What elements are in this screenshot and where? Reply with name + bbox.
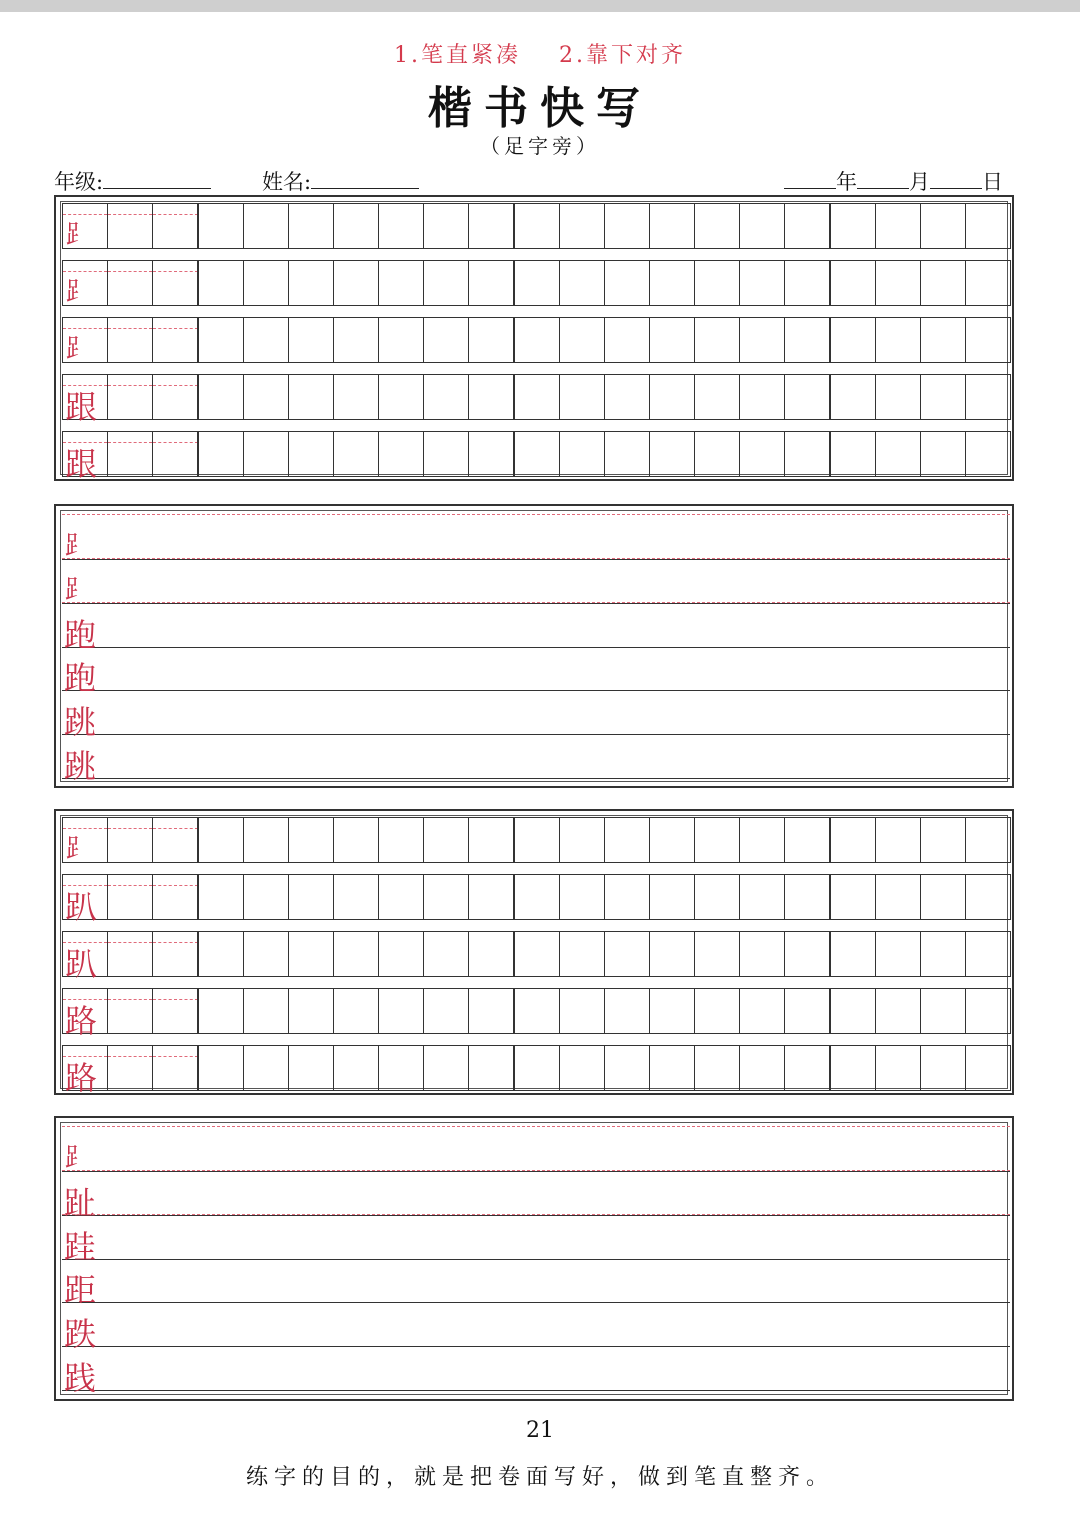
practice-cell[interactable]: [107, 874, 153, 920]
practice-cell[interactable]: [604, 817, 650, 863]
practice-cell[interactable]: [784, 1045, 830, 1091]
practice-cell[interactable]: [920, 203, 966, 249]
date-field[interactable]: [784, 166, 1003, 196]
grid-row: [62, 317, 1010, 363]
model-character: 跬: [64, 1228, 97, 1266]
grid-row: [62, 988, 1010, 1040]
practice-cell[interactable]: [513, 874, 559, 920]
practice-cell[interactable]: [197, 817, 243, 863]
practice-cell[interactable]: [739, 374, 785, 420]
practice-cell[interactable]: [694, 817, 740, 863]
practice-cell[interactable]: [333, 374, 379, 420]
practice-cell[interactable]: [513, 431, 559, 477]
practice-cell[interactable]: [288, 317, 334, 363]
practice-cell[interactable]: [875, 1045, 921, 1091]
grid-row: [62, 374, 1010, 426]
practice-cell[interactable]: [243, 817, 289, 863]
practice-cell[interactable]: [604, 203, 650, 249]
practice-cell[interactable]: [875, 317, 921, 363]
practice-cell[interactable]: [378, 988, 424, 1034]
practice-cell[interactable]: [829, 931, 875, 977]
practice-cell[interactable]: [920, 988, 966, 1034]
model-cell: [62, 988, 108, 1040]
writing-tips: [0, 38, 1080, 69]
lined-section-2: [54, 1116, 1014, 1401]
practice-cell[interactable]: [965, 260, 1011, 306]
practice-cell[interactable]: [920, 874, 966, 920]
grid-row: [62, 874, 1010, 926]
writing-line[interactable]: [62, 1346, 1010, 1397]
practice-cell[interactable]: [152, 931, 198, 977]
practice-cell[interactable]: [694, 260, 740, 306]
practice-cell[interactable]: [197, 931, 243, 977]
practice-cell[interactable]: [604, 260, 650, 306]
practice-cell[interactable]: [468, 1045, 514, 1091]
grid-row: [62, 260, 1010, 306]
practice-cell[interactable]: [784, 988, 830, 1034]
practice-cell[interactable]: [604, 874, 650, 920]
practice-cell[interactable]: [152, 1045, 198, 1091]
practice-cell[interactable]: [513, 988, 559, 1034]
practice-cell[interactable]: [288, 874, 334, 920]
model-cell: [62, 874, 108, 926]
practice-cell[interactable]: [559, 260, 605, 306]
practice-cell[interactable]: [423, 203, 469, 249]
practice-cell[interactable]: [243, 431, 289, 477]
practice-cell[interactable]: [649, 317, 695, 363]
practice-cell[interactable]: [197, 374, 243, 420]
practice-cell[interactable]: [152, 317, 198, 363]
practice-cell[interactable]: [559, 874, 605, 920]
practice-cell[interactable]: [197, 260, 243, 306]
model-cell: [62, 1045, 108, 1097]
model-character: 路: [65, 1002, 98, 1040]
practice-cell[interactable]: [197, 1045, 243, 1091]
practice-cell[interactable]: [288, 1045, 334, 1091]
model-cell: [62, 931, 108, 983]
practice-cell[interactable]: [288, 203, 334, 249]
practice-cell[interactable]: [152, 874, 198, 920]
model-character: 趴: [65, 888, 98, 926]
model-cell: [62, 374, 108, 426]
practice-cell[interactable]: [829, 374, 875, 420]
practice-cell[interactable]: [288, 988, 334, 1034]
practice-cell[interactable]: [378, 317, 424, 363]
writing-line[interactable]: [62, 514, 1010, 560]
practice-cell[interactable]: [739, 988, 785, 1034]
practice-cell[interactable]: [829, 1045, 875, 1091]
practice-cell[interactable]: [920, 374, 966, 420]
practice-cell[interactable]: [243, 374, 289, 420]
page-subtitle: （足字旁）: [480, 134, 600, 158]
practice-cell[interactable]: [920, 431, 966, 477]
practice-cell[interactable]: [243, 260, 289, 306]
practice-cell[interactable]: [197, 203, 243, 249]
practice-cell[interactable]: [243, 874, 289, 920]
practice-cell[interactable]: [468, 374, 514, 420]
practice-cell[interactable]: [784, 203, 830, 249]
practice-cell[interactable]: [604, 931, 650, 977]
model-character: 趴: [65, 945, 98, 983]
practice-cell[interactable]: [152, 431, 198, 477]
grade-label: 年级:: [54, 170, 104, 194]
top-border: [0, 0, 1080, 12]
grid-row: [62, 1045, 1010, 1097]
practice-cell[interactable]: [468, 988, 514, 1034]
practice-cell[interactable]: [604, 988, 650, 1034]
practice-cell[interactable]: [288, 260, 334, 306]
practice-cell[interactable]: [243, 988, 289, 1034]
writing-line[interactable]: [62, 602, 1010, 654]
practice-cell[interactable]: [423, 817, 469, 863]
writing-line[interactable]: [62, 1126, 1010, 1172]
practice-cell[interactable]: [875, 988, 921, 1034]
grade-field[interactable]: [54, 166, 211, 196]
practice-cell[interactable]: [920, 260, 966, 306]
month-label: 月: [909, 170, 930, 194]
grid-row: [62, 931, 1010, 983]
practice-cell[interactable]: [333, 931, 379, 977]
practice-cell[interactable]: [694, 874, 740, 920]
practice-cell[interactable]: [107, 431, 153, 477]
practice-cell[interactable]: [649, 988, 695, 1034]
tip-2: 2.靠下对齐: [559, 43, 686, 68]
practice-cell[interactable]: [604, 374, 650, 420]
practice-cell[interactable]: [829, 260, 875, 306]
practice-cell[interactable]: [965, 988, 1011, 1034]
practice-cell[interactable]: [694, 374, 740, 420]
practice-cell[interactable]: [378, 931, 424, 977]
grid-row: [62, 203, 1010, 249]
model-cell: [62, 203, 108, 249]
practice-cell[interactable]: [965, 874, 1011, 920]
practice-cell[interactable]: [965, 431, 1011, 477]
model-character: ⻊: [65, 834, 92, 864]
page-title: 楷书快写: [428, 83, 652, 134]
practice-cell[interactable]: [829, 988, 875, 1034]
practice-cell[interactable]: [784, 374, 830, 420]
model-character: ⻊: [65, 334, 92, 364]
grid-row: [62, 817, 1010, 863]
practice-cell[interactable]: [739, 260, 785, 306]
practice-cell[interactable]: [559, 817, 605, 863]
practice-cell[interactable]: [107, 1045, 153, 1091]
practice-cell[interactable]: [423, 374, 469, 420]
writing-line[interactable]: [62, 1170, 1010, 1222]
writing-line[interactable]: [62, 646, 1010, 697]
practice-cell[interactable]: [649, 374, 695, 420]
practice-cell[interactable]: [423, 931, 469, 977]
practice-cell[interactable]: [649, 431, 695, 477]
practice-cell[interactable]: [739, 817, 785, 863]
practice-cell[interactable]: [965, 317, 1011, 363]
model-character: 跑: [64, 616, 97, 654]
practice-cell[interactable]: [288, 931, 334, 977]
practice-cell[interactable]: [378, 374, 424, 420]
month-blank[interactable]: [857, 170, 909, 189]
lined-section-1: [54, 504, 1014, 788]
model-character: 趾: [64, 1184, 97, 1222]
day-label: 日: [982, 170, 1003, 194]
practice-cell[interactable]: [288, 374, 334, 420]
tip-1: 1.笔直紧凑: [394, 43, 521, 68]
model-cell: [62, 260, 108, 306]
practice-cell[interactable]: [559, 317, 605, 363]
practice-cell[interactable]: [739, 317, 785, 363]
practice-cell[interactable]: [423, 260, 469, 306]
writing-line[interactable]: [62, 558, 1010, 604]
model-character: 路: [65, 1059, 98, 1097]
practice-cell[interactable]: [378, 431, 424, 477]
practice-cell[interactable]: [875, 260, 921, 306]
model-character: 跟: [65, 445, 98, 483]
name-blank[interactable]: [311, 170, 419, 189]
year-blank[interactable]: [784, 170, 836, 189]
grade-blank[interactable]: [103, 170, 211, 189]
practice-cell[interactable]: [965, 817, 1011, 863]
practice-cell[interactable]: [694, 988, 740, 1034]
practice-cell[interactable]: [649, 874, 695, 920]
practice-cell[interactable]: [468, 874, 514, 920]
practice-cell[interactable]: [920, 317, 966, 363]
practice-cell[interactable]: [423, 874, 469, 920]
practice-cell[interactable]: [197, 317, 243, 363]
practice-cell[interactable]: [468, 317, 514, 363]
practice-cell[interactable]: [784, 260, 830, 306]
practice-cell[interactable]: [513, 931, 559, 977]
practice-cell[interactable]: [513, 817, 559, 863]
model-character: 跌: [64, 1315, 97, 1353]
practice-cell[interactable]: [513, 260, 559, 306]
practice-cell[interactable]: [604, 431, 650, 477]
practice-cell[interactable]: [243, 931, 289, 977]
practice-cell[interactable]: [243, 1045, 289, 1091]
model-cell: [62, 817, 108, 863]
practice-cell[interactable]: [152, 817, 198, 863]
practice-cell[interactable]: [423, 1045, 469, 1091]
practice-cell[interactable]: [784, 931, 830, 977]
practice-cell[interactable]: [559, 931, 605, 977]
practice-cell[interactable]: [739, 874, 785, 920]
practice-cell[interactable]: [965, 374, 1011, 420]
practice-cell[interactable]: [378, 874, 424, 920]
practice-cell[interactable]: [378, 817, 424, 863]
practice-cell[interactable]: [649, 203, 695, 249]
practice-cell[interactable]: [559, 431, 605, 477]
practice-cell[interactable]: [965, 203, 1011, 249]
practice-cell[interactable]: [694, 1045, 740, 1091]
practice-cell[interactable]: [423, 431, 469, 477]
year-label: 年: [836, 170, 857, 194]
practice-cell[interactable]: [152, 260, 198, 306]
practice-cell[interactable]: [875, 374, 921, 420]
practice-cell[interactable]: [920, 817, 966, 863]
grid-section-1: [54, 195, 1014, 481]
practice-cell[interactable]: [197, 874, 243, 920]
model-character: 跑: [64, 659, 97, 697]
practice-cell[interactable]: [152, 988, 198, 1034]
writing-line[interactable]: [62, 1258, 1010, 1309]
practice-cell[interactable]: [784, 817, 830, 863]
practice-cell[interactable]: [333, 431, 379, 477]
practice-cell[interactable]: [333, 1045, 379, 1091]
practice-cell[interactable]: [829, 874, 875, 920]
practice-cell[interactable]: [468, 431, 514, 477]
practice-cell[interactable]: [920, 931, 966, 977]
practice-cell[interactable]: [739, 203, 785, 249]
practice-cell[interactable]: [694, 931, 740, 977]
practice-cell[interactable]: [288, 817, 334, 863]
practice-cell[interactable]: [107, 817, 153, 863]
practice-cell[interactable]: [559, 1045, 605, 1091]
model-character: ⻊: [64, 575, 91, 605]
model-cell: [62, 317, 108, 363]
practice-cell[interactable]: [107, 374, 153, 420]
practice-cell[interactable]: [829, 203, 875, 249]
practice-cell[interactable]: [739, 931, 785, 977]
practice-cell[interactable]: [784, 317, 830, 363]
practice-cell[interactable]: [875, 817, 921, 863]
practice-cell[interactable]: [243, 317, 289, 363]
practice-cell[interactable]: [107, 988, 153, 1034]
practice-cell[interactable]: [559, 988, 605, 1034]
practice-cell[interactable]: [694, 431, 740, 477]
grid-row: [62, 431, 1010, 483]
practice-cell[interactable]: [513, 317, 559, 363]
practice-cell[interactable]: [378, 203, 424, 249]
practice-cell[interactable]: [784, 874, 830, 920]
day-blank[interactable]: [930, 170, 982, 189]
practice-cell[interactable]: [965, 1045, 1011, 1091]
practice-cell[interactable]: [739, 1045, 785, 1091]
grid-section-2: [54, 809, 1014, 1095]
practice-cell[interactable]: [875, 431, 921, 477]
practice-cell[interactable]: [694, 203, 740, 249]
practice-cell[interactable]: [333, 874, 379, 920]
model-character: ⻊: [64, 531, 91, 561]
practice-cell[interactable]: [739, 431, 785, 477]
model-cell: [62, 431, 108, 483]
practice-cell[interactable]: [152, 203, 198, 249]
name-field[interactable]: [262, 166, 419, 196]
practice-cell[interactable]: [378, 1045, 424, 1091]
practice-cell[interactable]: [423, 317, 469, 363]
page-number: 21: [526, 1418, 554, 1443]
practice-cell[interactable]: [107, 203, 153, 249]
writing-line[interactable]: [62, 734, 1010, 785]
practice-cell[interactable]: [694, 317, 740, 363]
practice-cell[interactable]: [107, 317, 153, 363]
practice-cell[interactable]: [604, 317, 650, 363]
practice-cell[interactable]: [875, 874, 921, 920]
practice-cell[interactable]: [333, 260, 379, 306]
practice-cell[interactable]: [604, 1045, 650, 1091]
practice-cell[interactable]: [152, 374, 198, 420]
model-character: ⻊: [64, 1143, 91, 1173]
practice-cell[interactable]: [649, 260, 695, 306]
practice-cell[interactable]: [423, 988, 469, 1034]
practice-cell[interactable]: [197, 988, 243, 1034]
writing-line[interactable]: [62, 1302, 1010, 1353]
model-character: ⻊: [65, 220, 92, 250]
model-character: 距: [64, 1271, 97, 1309]
practice-cell[interactable]: [513, 203, 559, 249]
practice-cell[interactable]: [468, 931, 514, 977]
practice-cell[interactable]: [875, 203, 921, 249]
student-info-line: [54, 166, 1016, 196]
practice-cell[interactable]: [829, 817, 875, 863]
practice-cell[interactable]: [333, 988, 379, 1034]
name-label: 姓名:: [262, 170, 312, 194]
practice-cell[interactable]: [513, 374, 559, 420]
practice-cell[interactable]: [333, 317, 379, 363]
writing-line[interactable]: [62, 690, 1010, 741]
practice-cell[interactable]: [468, 260, 514, 306]
practice-cell[interactable]: [559, 374, 605, 420]
practice-cell[interactable]: [468, 203, 514, 249]
practice-cell[interactable]: [784, 431, 830, 477]
practice-cell[interactable]: [649, 817, 695, 863]
practice-cell[interactable]: [333, 203, 379, 249]
practice-cell[interactable]: [559, 203, 605, 249]
model-character: 跳: [64, 747, 97, 785]
practice-cell[interactable]: [107, 260, 153, 306]
practice-cell[interactable]: [965, 931, 1011, 977]
practice-cell[interactable]: [920, 1045, 966, 1091]
practice-cell[interactable]: [197, 431, 243, 477]
practice-cell[interactable]: [468, 817, 514, 863]
practice-cell[interactable]: [107, 931, 153, 977]
model-character: 跳: [64, 703, 97, 741]
model-character: ⻊: [65, 277, 92, 307]
practice-cell[interactable]: [333, 817, 379, 863]
practice-cell[interactable]: [829, 317, 875, 363]
practice-cell[interactable]: [649, 931, 695, 977]
practice-cell[interactable]: [513, 1045, 559, 1091]
practice-cell[interactable]: [829, 431, 875, 477]
model-character: 跟: [65, 388, 98, 426]
footer-motto: 练字的目的，就是把卷面写好，做到笔直整齐。: [245, 1465, 834, 1490]
practice-cell[interactable]: [649, 1045, 695, 1091]
practice-cell[interactable]: [378, 260, 424, 306]
model-character: 践: [64, 1359, 97, 1397]
writing-line[interactable]: [62, 1214, 1010, 1266]
practice-cell[interactable]: [243, 203, 289, 249]
practice-cell[interactable]: [875, 931, 921, 977]
practice-cell[interactable]: [288, 431, 334, 477]
